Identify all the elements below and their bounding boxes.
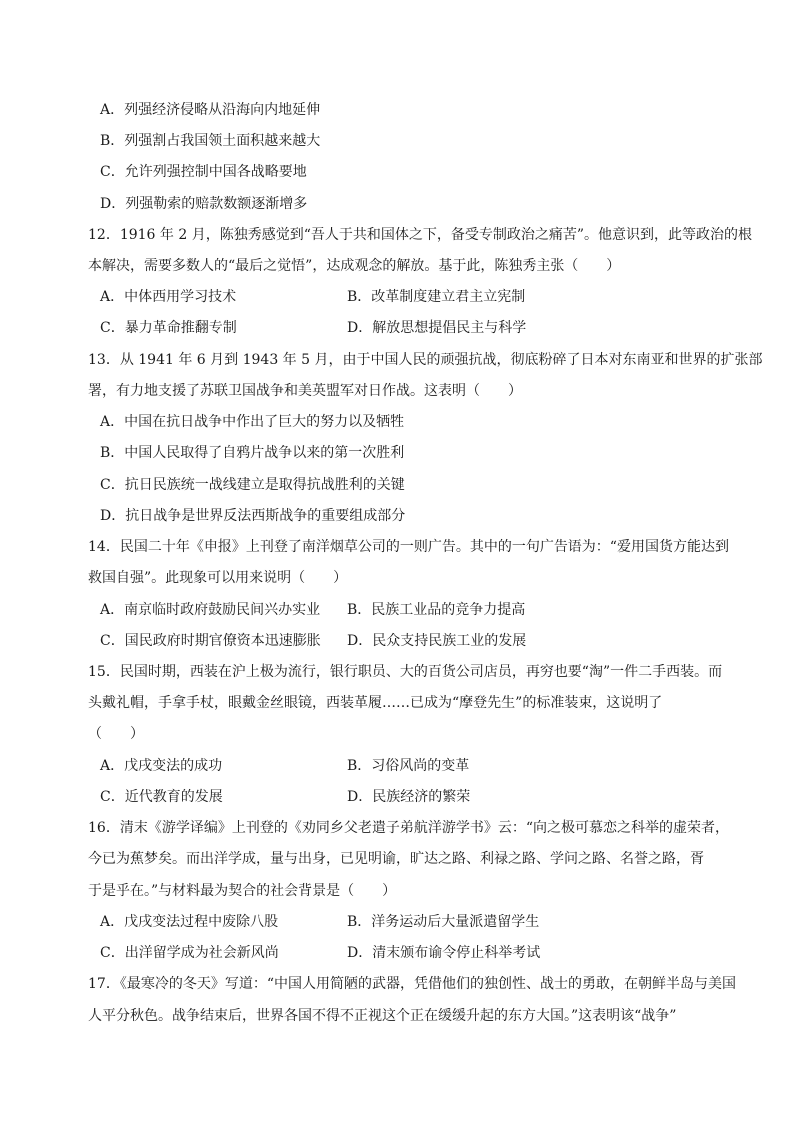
answer-option: D．解放思想提倡民主与科学 xyxy=(347,320,527,336)
answer-option: A．列强经济侵略从沿海向内地延伸 xyxy=(100,102,321,118)
answer-option: D．民族经济的繁荣 xyxy=(347,789,471,805)
answer-option: D．清末颁布谕令停止科举考试 xyxy=(347,945,541,961)
answer-option: B．中国人民取得了自鸦片战争以来的第一次胜利 xyxy=(100,445,405,461)
question-text: 人平分秋色。战争结束后，世界各国不得不正视这个正在缓缓升起的东方大国。”这表明该“战争” xyxy=(88,1008,677,1024)
answer-option: D．抗日战争是世界反法西斯战争的重要组成部分 xyxy=(100,508,406,524)
answer-option: C．暴力革命推翻专制 xyxy=(100,320,237,336)
answer-option: A．戊戌变法过程中废除八股 xyxy=(100,914,279,930)
question-text: （ ） xyxy=(88,726,144,742)
answer-option: B．洋务运动后大量派遣留学生 xyxy=(347,914,540,930)
question-text: 今已为蕉梦矣。而出洋学成，量与出身，已见明谕，旷达之路、利禄之路、学问之路、名誉之路，胥 xyxy=(88,851,704,867)
answer-option: A．中体西用学习技术 xyxy=(100,289,237,305)
answer-option: C．抗日民族统一战线建立是取得抗战胜利的关键 xyxy=(100,477,405,493)
question-stem: 15．民国时期，西装在沪上极为流行，银行职员、大的百货公司店员，再穷也要“淘”一件二手西装。而 xyxy=(88,664,723,680)
answer-option: C．国民政府时期官僚资本迅速膨胀 xyxy=(100,633,321,649)
answer-option: B．习俗风尚的变革 xyxy=(347,758,470,774)
question-stem: 16．清末《游学译编》上刊登的《劝同乡父老遣子弟航洋游学书》云：“向之极可慕恋之科举的虚荣者， xyxy=(88,820,729,836)
question-stem: 12．1916 年 2 月，陈独秀感觉到“吾人于共和国体之下，备受专制政治之痛苦”。他意识到，此等政治的根 xyxy=(88,227,753,243)
question-text: 署，有力地支援了苏联卫国战争和美英盟军对日作战。这表明（ ） xyxy=(88,383,522,399)
answer-option: A．南京临时政府鼓励民间兴办实业 xyxy=(100,602,321,618)
question-text: 头戴礼帽，手拿手杖，眼戴金丝眼镜，西装革履……已成为“摩登先生”的标准装束，这说明了 xyxy=(88,695,663,711)
answer-option: B．民族工业品的竞争力提高 xyxy=(347,602,526,618)
answer-option: C．出洋留学成为社会新风尚 xyxy=(100,945,279,961)
answer-option: B．改革制度建立君主立宪制 xyxy=(347,289,526,305)
answer-option: B．列强割占我国领土面积越来越大 xyxy=(100,133,321,149)
question-stem: 17．《最寒冷的冬天》写道：“中国人用简陋的武器，凭借他们的独创性、战士的勇敢，在朝鲜半岛与美国 xyxy=(88,976,736,992)
question-text: 本解决，需要多数人的“最后之觉悟”，达成观念的解放。基于此，陈独秀主张（ ） xyxy=(88,258,621,274)
question-stem: 14．民国二十年《申报》上刊登了南洋烟草公司的一则广告。其中的一句广告语为：“爱用国货方能达到 xyxy=(88,539,729,555)
answer-option: D．民众支持民族工业的发展 xyxy=(347,633,527,649)
question-stem: 13．从 1941 年 6 月到 1943 年 5 月，由于中国人民的顽强抗战，彻底粉碎了日本对东南亚和世界的扩张部 xyxy=(88,352,763,368)
question-text: 救国自强”。此现象可以用来说明（ ） xyxy=(88,570,348,586)
answer-option: C．允许列强控制中国各战略要地 xyxy=(100,164,307,180)
answer-option: A．中国在抗日战争中作出了巨大的努力以及牺牲 xyxy=(100,414,405,430)
answer-option: A．戊戌变法的成功 xyxy=(100,758,223,774)
answer-option: C．近代教育的发展 xyxy=(100,789,223,805)
question-text: 于是乎在。”与材料最为契合的社会背景是（ ） xyxy=(88,883,397,899)
answer-option: D．列强勒索的赔款数额逐渐增多 xyxy=(100,196,308,212)
